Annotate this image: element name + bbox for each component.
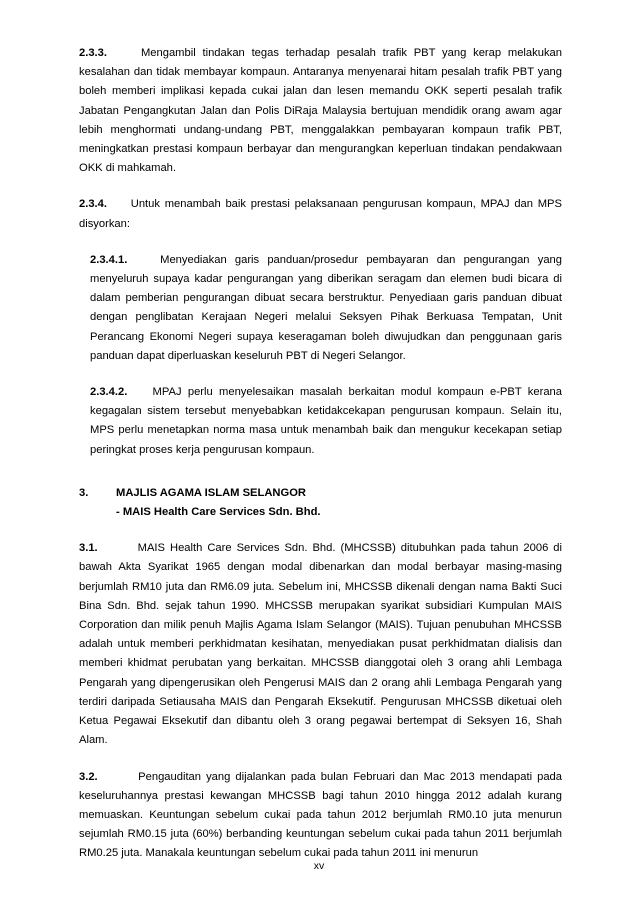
paragraph-2-3-4-1 <box>90 251 562 366</box>
paragraph-number: 3.2. <box>79 770 98 783</box>
section-title: MAJLIS AGAMA ISLAM SELANGOR <box>116 486 306 499</box>
paragraph-3-1 <box>79 539 562 750</box>
section-subtitle: - MAIS Health Care Services Sdn. Bhd. <box>116 506 321 519</box>
paragraph-number: 2.3.3. <box>79 47 107 59</box>
paragraph-number: 3.1. <box>79 542 98 555</box>
paragraph-number: 2.3.4.2. <box>90 386 128 399</box>
paragraph-3-2 <box>79 768 562 864</box>
section-number: 3. <box>79 486 89 499</box>
section-title-row <box>79 484 562 503</box>
paragraph-text: Untuk menambah baik prestasi pelaksanaan pengurusan kompaun, MPAJ dan MPS disyorkan: <box>79 198 562 230</box>
paragraph-text: Mengambil tindakan tegas terhadap pesalah trafik PBT yang kerap melakukan kesalahan dan tidak membayar kompaun. Antaranya menyenarai hitam pesalah trafik PBT yang boleh memberi implikasi kepada cukai jalan dan lesen memandu OKK seperti pesalah trafik Jabatan Pengangkutan Jalan dan Polis DiRaja Malaysia bertujuan mendidik orang awam agar lebih menghormati undang-undang PBT, menggalakkan pembayaran kompaun trafik PBT, meningkatkan prestasi kompaun berbayar dan mengurangkan keperluan tindakan pendakwaan OKK di mahkamah. <box>79 47 562 175</box>
paragraph-text: MAIS Health Care Services Sdn. Bhd. (MHCSSB) ditubuhkan pada tahun 2006 di bawah Akta Syarikat 1965 dengan modal dibenarkan dan modal berbayar masing-masing berjumlah RM10 juta dan RM6.09 juta. Sebelum ini, MHCSSB dikenali dengan nama Bakti Suci Bina Sdn. Bhd. sejak tahun 1990. MHCSSB merupakan syarikat subsidiari Kumpulan MAIS Corporation dan milik penuh Majlis Agama Islam Selangor (MAIS). Tujuan penubuhan MHCSSB adalah untuk memberi perkhidmatan kesihatan, menyediakan pusat perkhidmatan dialisis dan memberi khidmat perubatan yang berkaitan. MHCSSB dianggotai oleh 3 orang ahli Lembaga Pengarah yang dipengerusikan oleh Pengerusi MAIS dan 2 orang ahli Lembaga Pengarah yang terdiri daripada Setiausaha MAIS dan Pengarah Eksekutif. Pengurusan MHCSSB diketuai oleh Ketua Pegawai Eksekutif dan dibantu oleh 3 orang pegawai bertempat di Seksyen 16, Shah Alam. <box>79 542 562 747</box>
paragraph-number: 2.3.4.1. <box>90 253 128 266</box>
page-number: xv <box>313 860 325 872</box>
section-heading <box>79 484 562 522</box>
paragraph-2-3-4-2 <box>90 383 562 460</box>
document-page <box>79 44 562 864</box>
paragraph-2-3-3 <box>79 44 562 178</box>
paragraph-number: 2.3.4. <box>79 198 107 211</box>
paragraph-text: MPAJ perlu menyelesaikan masalah berkaitan modul kompaun e-PBT kerana kegagalan sistem tersebut menyebabkan ketidakcekapan pengurusan kompaun. Selain itu, MPS perlu menetapkan norma masa untuk menambah baik dan mengukur kecekapan setiap peringkat proses kerja pengurusan kompaun. <box>90 386 562 456</box>
paragraph-2-3-4 <box>79 195 562 233</box>
paragraph-text: Menyediakan garis panduan/prosedur pembayaran dan pengurangan yang menyeluruh supaya kadar pengurangan yang diberikan seragam dan elemen budi bicara di dalam pemberian pengurangan dibuat secara berstruktur. Penyediaan garis panduan dibuat dengan penglibatan Kerajaan Negeri melalui Seksyen Pihak Berkuasa Tempatan, Unit Perancang Ekonomi Negeri supaya keseragaman boleh diwujudkan dan penggunaan garis panduan dapat diperluaskan keseluruh PBT di Negeri Selangor. <box>90 253 562 362</box>
paragraph-text: Pengauditan yang dijalankan pada bulan Februari dan Mac 2013 mendapati pada keseluruhannya prestasi kewangan MHCSSB bagi tahun 2010 hingga 2012 adalah kurang memuaskan. Keuntungan sebelum cukai pada tahun 2012 berjumlah RM0.10 juta menurun sejumlah RM0.15 juta (60%) berbanding keuntungan sebelum cukai pada tahun 2011 berjumlah RM0.25 juta. Manakala keuntungan sebelum cukai pada tahun 2011 ini menurun <box>79 770 562 860</box>
